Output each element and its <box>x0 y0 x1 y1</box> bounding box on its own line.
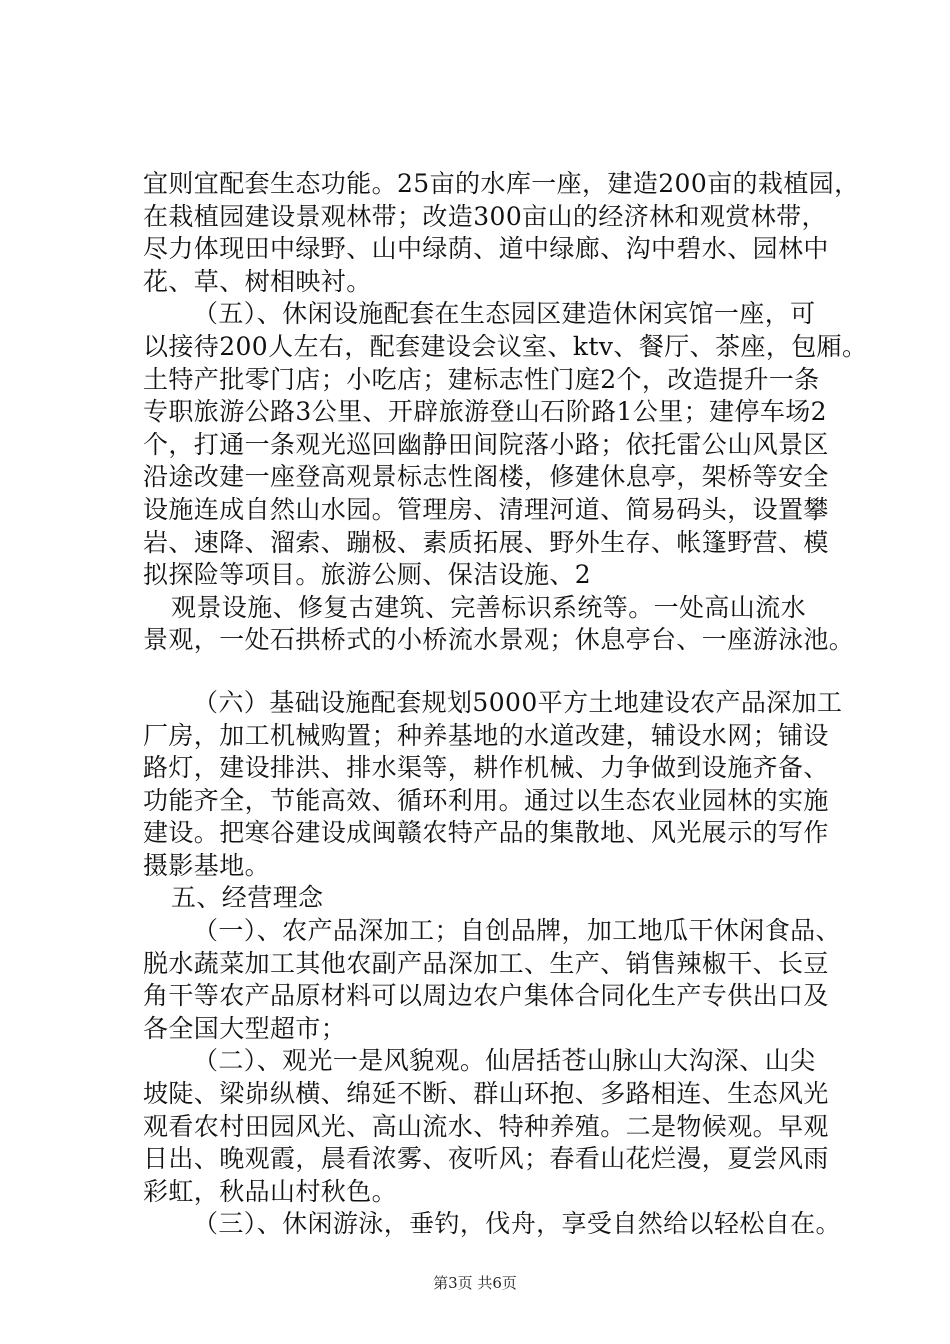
text-line: 厂房，加工机械购置；种养基地的水道改建，辅设水网；铺设 <box>143 720 829 750</box>
text-line: 设施连成自然山水园。管理房、清理河道、简易码头，设置攀 <box>143 494 829 524</box>
paragraph-start-line: 观景设施、修复古建筑、完善标识系统等。一处高山流水 <box>171 592 807 622</box>
paragraph-gap <box>143 657 853 687</box>
paragraph-start-line: （一）、农产品深加工；自创品牌，加工地瓜干休闲食品、 <box>193 916 841 946</box>
paragraph-start-line: （二）、观光一是风貌观。仙居括苍山脉山大沟深、山尖 <box>193 1046 816 1076</box>
text-line: 坡陡、梁峁纵横、绵延不断、群山环抱、多路相连、生态风光 <box>143 1079 829 1109</box>
text-line: 脱水蔬菜加工其他农副产品深加工、生产、销售辣椒干、长豆 <box>143 948 829 978</box>
text-line: 彩虹，秋品山村秋色。 <box>143 1176 398 1206</box>
paragraph-start-line: （五）、休闲设施配套在生态园区建造休闲宾馆一座，可 <box>193 299 816 329</box>
text-line: 角干等农产品原材料可以周边农户集体合同化生产专供出口及 <box>143 981 829 1011</box>
text-line: 以接待200人左右，配套建设会议室、ktv、餐厅、茶座，包厢。 <box>143 331 868 361</box>
page-number-footer: 第3页 共6页 <box>433 1274 517 1292</box>
text-line: 在栽植园建设景观林带；改造300亩山的经济林和观赏林带， <box>143 201 827 231</box>
paragraph-start-line: （六）基础设施配套规划5000平方土地建设农产品深加工 <box>193 687 843 717</box>
text-line: 沿途改建一座登高观景标志性阁楼，修建休息亭，架桥等安全 <box>143 462 829 492</box>
text-line: 景观，一处石拱桥式的小桥流水景观；休息亭台、一座游泳池。 <box>143 625 855 655</box>
text-line: 岩、速降、溜索、蹦极、素质拓展、野外生存、帐篷野营、模 <box>143 527 829 557</box>
text-line: 功能齐全，节能高效、循环利用。通过以生态农业园林的实施 <box>143 785 829 815</box>
text-line: 路灯，建设排洪、排水渠等，耕作机械、力争做到设施齐备、 <box>143 753 829 783</box>
text-line: 各全国大型超市； <box>143 1013 347 1043</box>
text-line: 日出、晚观霞，晨看浓雾、夜听风；春看山花烂漫，夏尝风雨 <box>143 1144 829 1174</box>
paragraph-start-line: （三）、休闲游泳，垂钓，伐舟，享受自然给以轻松自在。 <box>193 1209 841 1239</box>
document-body <box>143 168 868 1241</box>
text-line: 尽力体现田中绿野、山中绿荫、道中绿廊、沟中碧水、园林中 <box>143 234 829 264</box>
text-line: 花、草、树相映衬。 <box>143 266 372 296</box>
text-line: 拟探险等项目。旅游公厕、保洁设施、2 <box>143 560 592 590</box>
text-line: 建设。把寒谷建设成闽赣农特产品的集散地、风光展示的写作 <box>143 818 829 848</box>
text-line: 摄影基地。 <box>143 850 271 880</box>
section-heading: 五、经营理念 <box>171 883 324 913</box>
text-line: 土特产批零门店；小吃店；建标志性门庭2个，改造提升一条 <box>143 364 820 394</box>
text-line: 专职旅游公路3公里、开辟旅游登山石阶路1公里；建停车场2 <box>143 397 827 427</box>
text-line: 个，打通一条观光巡回幽静田间院落小路；依托雷公山风景区 <box>143 429 829 459</box>
text-line: 宜则宜配套生态功能。25亩的水库一座，建造200亩的栽植园， <box>143 169 860 198</box>
text-line: 观看农村田园风光、高山流水、特种养殖。二是物候观。早观 <box>143 1111 829 1141</box>
